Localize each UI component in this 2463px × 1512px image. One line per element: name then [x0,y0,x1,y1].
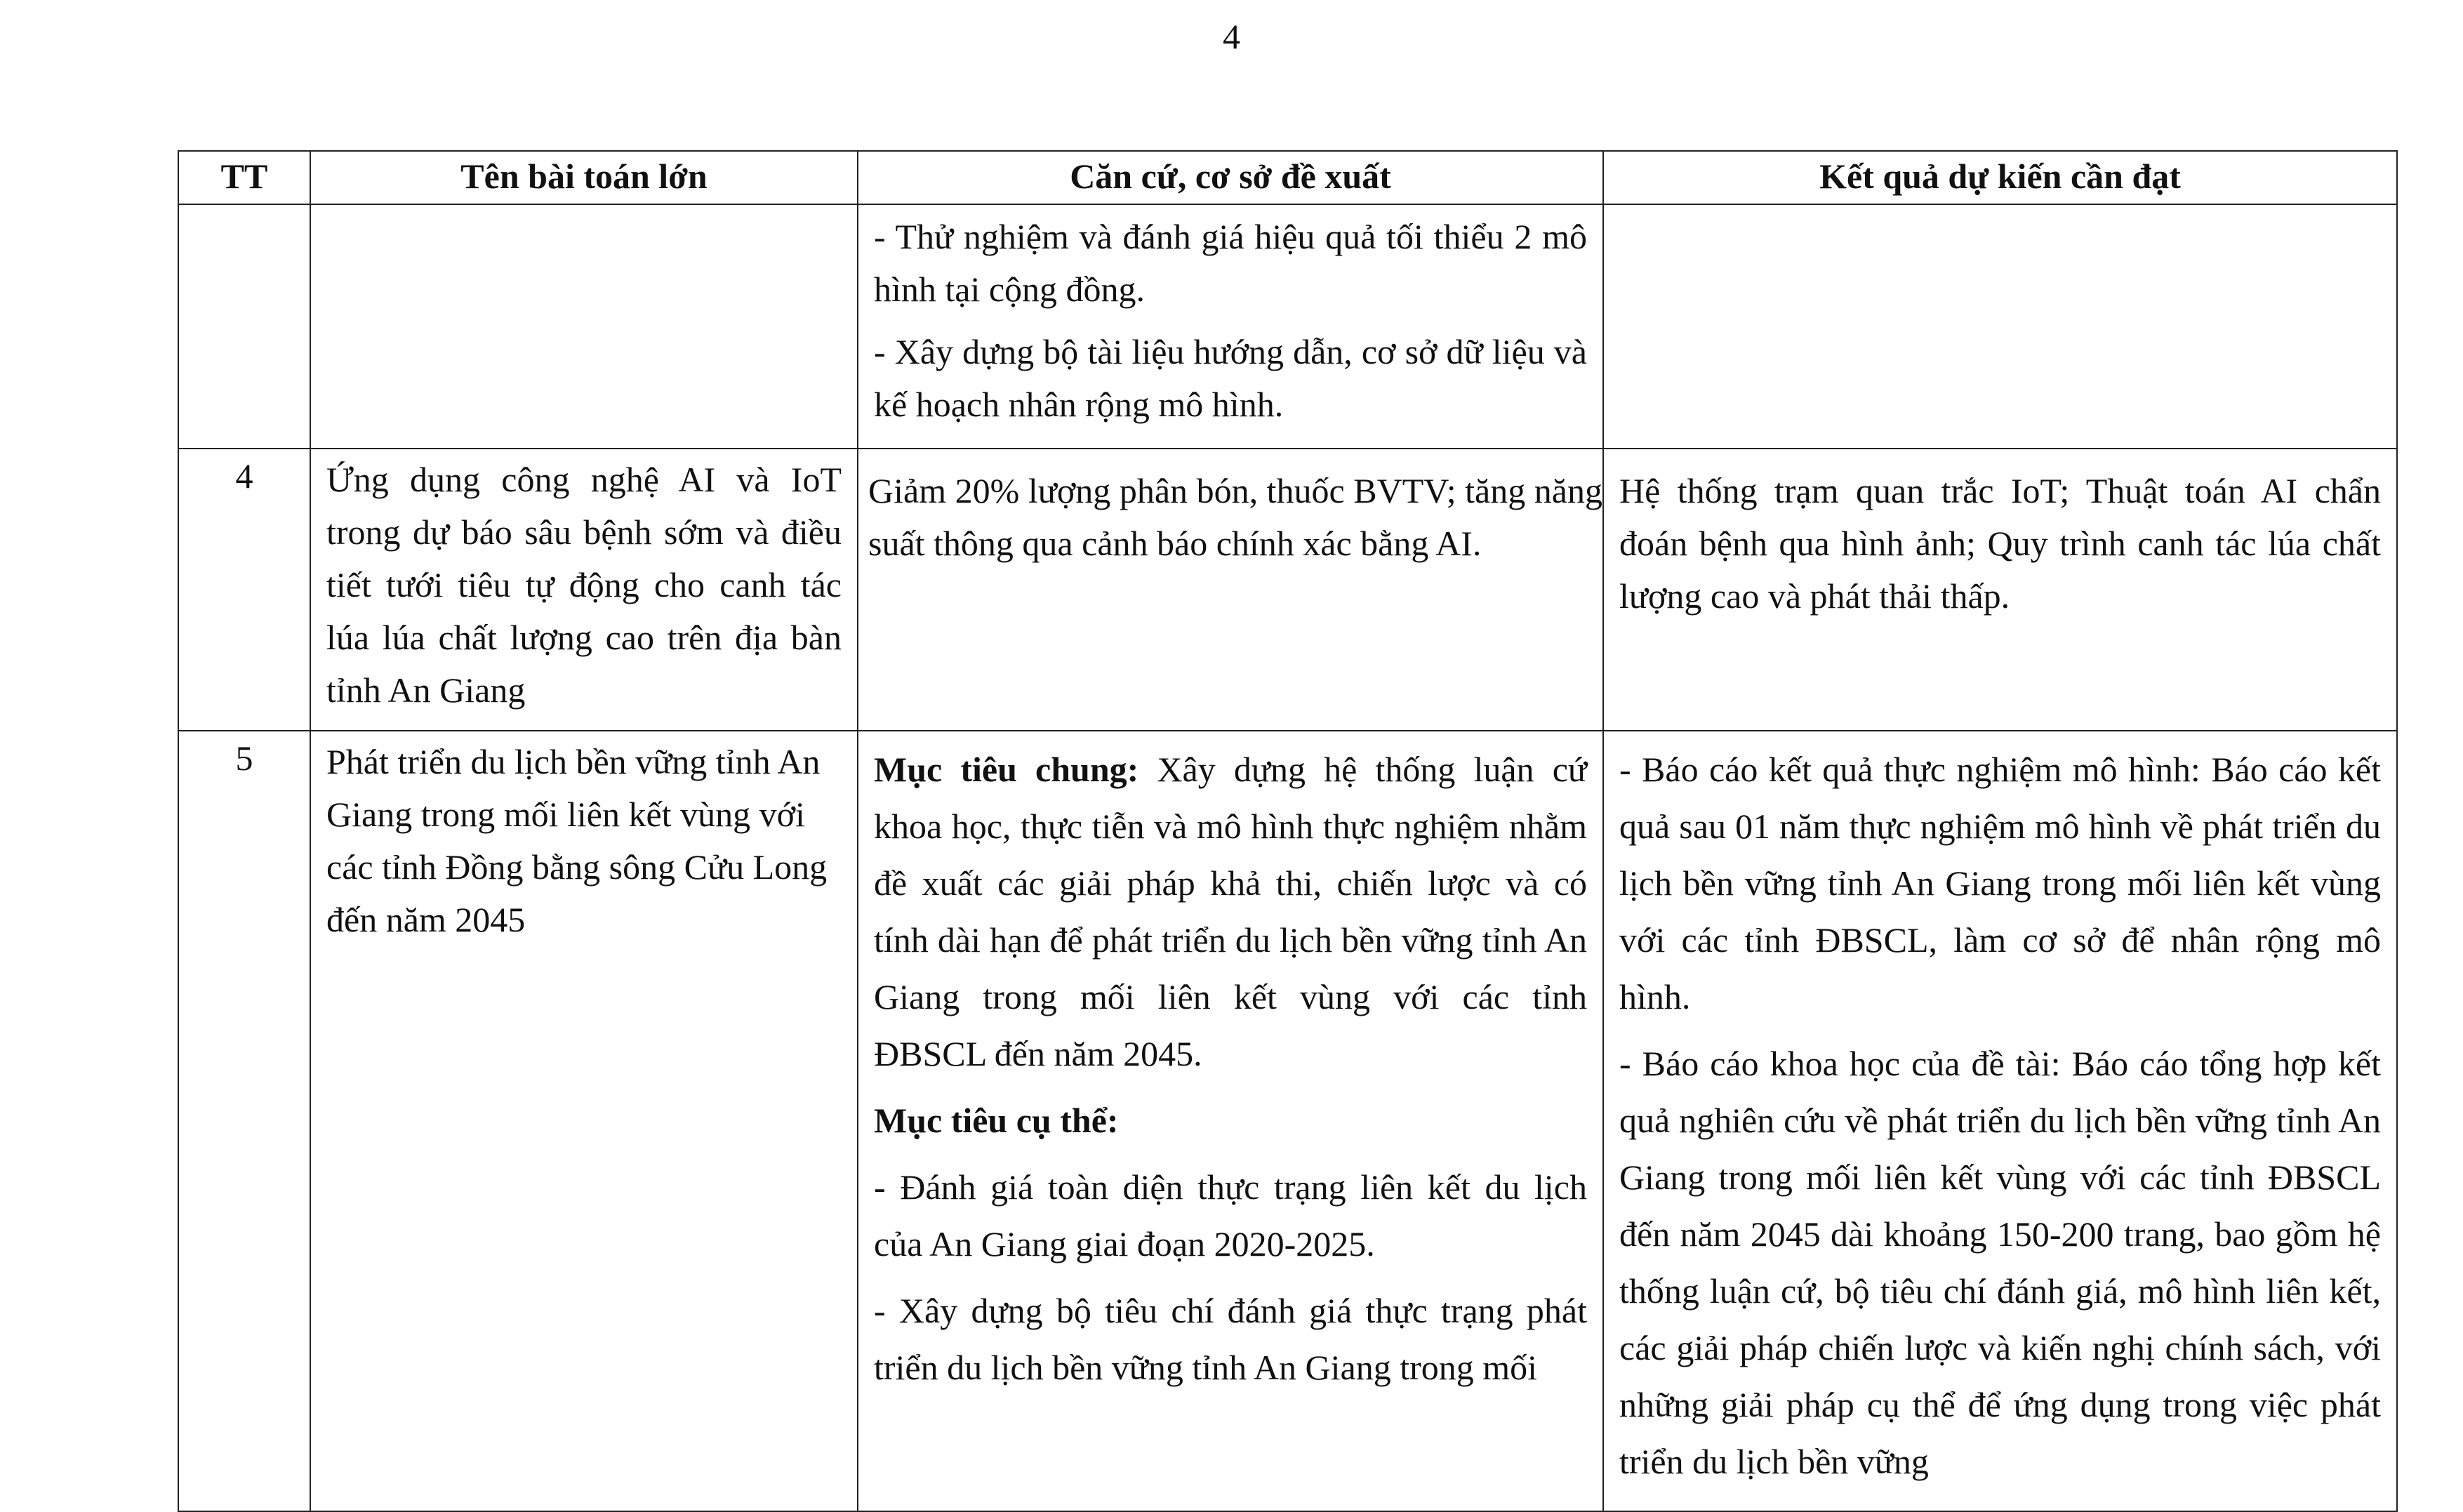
table-row [178,204,2397,449]
general-objective [874,741,1587,1082]
result-item: - Báo cáo kết quả thực nghiệm mô hình: Báo cáo kết quả sau 01 năm thực nghiệm mô hình về phát triển du lịch bền vững tỉnh An Giang trong mối liên kết vùng với các tỉnh ĐBSCL, làm cơ sở để nhân rộng mô hình. [1619,750,2381,1016]
basis-item: - Xây dựng bộ tài liệu hướng dẫn, cơ sở dữ liệu và kế hoạch nhân rộng mô hình. [874,332,1587,424]
row-name [310,204,858,449]
table-row [178,731,2397,1511]
task-name: Phát triển du lịch bền vững tỉnh An Giang trong mối liên kết vùng với các tỉnh Đồng bằng sông Cửu Long đến năm 2045 [326,742,828,939]
specific-objective-label: Mục tiêu cụ thể: [874,1101,1119,1140]
row-name [310,449,858,731]
row-result [1603,449,2397,731]
specific-objective-item: - Đánh giá toàn diện thực trạng liên kết du lịch của An Giang giai đoạn 2020-2025. [874,1167,1587,1264]
row-tt: 4 [178,449,310,731]
basis-item: - Thử nghiệm và đánh giá hiệu quả tối thiểu 2 mô hình tại cộng đồng. [874,217,1587,309]
row-result [1603,731,2397,1511]
result-item: - Báo cáo khoa học của đề tài: Báo cáo tổng hợp kết quả nghiên cứu về phát triển du lịch bền vững tỉnh An Giang trong mối liên kết vùng với các tỉnh ĐBSCL đến năm 2045 dài khoảng 150-200 trang, bao gồm hệ thống luận cứ, bộ tiêu chí đánh giá, mô hình liên kết, các giải pháp chiến lược và kiến nghị chính sách, với những giải pháp cụ thể để ứng dụng trong việc phát triển du lịch bền vững [1619,1044,2381,1481]
row-tt: 5 [178,731,310,1511]
row-basis [858,204,1603,449]
table-row [178,449,2397,731]
general-objective-text: Xây dựng hệ thống luận cứ khoa học, thực tiễn và mô hình thực nghiệm nhằm đề xuất các giải pháp khả thi, chiến lược và có tính dài hạn để phát triển du lịch bền vững tỉnh An Giang trong mối liên kết vùng với các tỉnh ĐBSCL đến năm 2045. [874,750,1587,1073]
basis-text: Giảm 20% lượng phân bón, thuốc BVTV; tăng năng suất thông qua cảnh báo chính xác bằng AI. [868,471,1602,563]
specific-objective-item: - Xây dựng bộ tiêu chí đánh giá thực trạng phát triển du lịch bền vững tỉnh An Giang trong mối [874,1291,1587,1387]
proposal-table [178,150,2398,1512]
header-name: Tên bài toán lớn [310,151,858,204]
row-result [1603,204,2397,449]
header-result: Kết quả dự kiến cần đạt [1603,151,2397,204]
general-objective-label: Mục tiêu chung: [874,750,1139,789]
page-number: 4 [1223,17,1240,56]
row-basis [858,731,1603,1511]
header-tt: TT [178,151,310,204]
row-tt [178,204,310,449]
table-header-row [178,151,2397,204]
row-name [310,731,858,1511]
row-basis [858,449,1603,731]
result-text: Hệ thống trạm quan trắc IoT; Thuật toán AI chẩn đoán bệnh qua hình ảnh; Quy trình canh tác lúa chất lượng cao và phát thải thấp. [1619,471,2381,616]
header-basis: Căn cứ, cơ sở đề xuất [858,151,1603,204]
task-name: Ứng dụng công nghệ AI và IoT trong dự báo sâu bệnh sớm và điều tiết tưới tiêu tự động cho canh tác lúa lúa chất lượng cao trên địa bàn tỉnh An Giang [326,460,842,710]
